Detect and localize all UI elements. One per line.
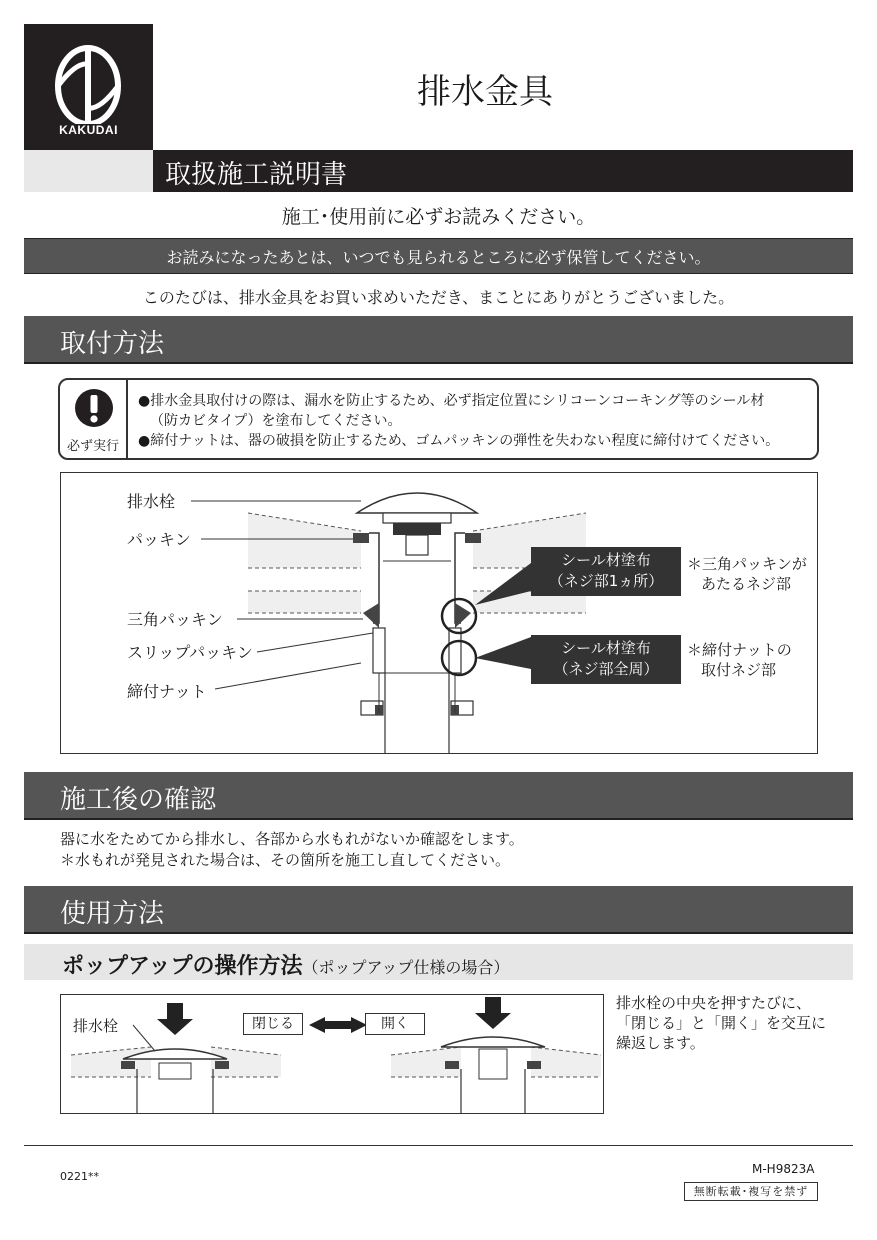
subtitle-text: 取扱施工説明書 bbox=[165, 160, 348, 190]
section-check-title: 施工後の確認 bbox=[60, 785, 217, 815]
caution-line-2: （防カビタイプ）を塗布してください。 bbox=[150, 413, 402, 429]
part-stopper-label: 排水栓 bbox=[127, 492, 176, 511]
subtitle-bar bbox=[153, 150, 853, 192]
popup-stopper-label: 排水栓 bbox=[73, 1017, 119, 1035]
popup-subheading-title: ポップアップの操作方法 bbox=[62, 954, 303, 979]
caution-line-3: ●締付ナットは、器の破損を防止するため、ゴムパッキンの弾性を失わない程度に締付けてください。 bbox=[138, 433, 780, 449]
subtitle-accent bbox=[24, 150, 153, 192]
note-1-line1: ＊三角パッキンが bbox=[687, 555, 807, 573]
seal-callout-2 bbox=[531, 635, 681, 684]
copyright-notice: 無断転載･複写を禁ず bbox=[684, 1182, 818, 1201]
part-triangle-label: 三角パッキン bbox=[127, 610, 223, 629]
seal-callout-2-line1: シール材塗布 bbox=[561, 639, 651, 657]
brand-logo bbox=[24, 24, 153, 150]
check-line-2: ＊水もれが発見された場合は、その箇所を施工し直してください。 bbox=[60, 851, 511, 869]
document-title: 排水金具 bbox=[417, 72, 553, 112]
popup-illustration bbox=[61, 995, 603, 1113]
check-line-1: 器に水をためてから排水し、各部から水もれがないか確認をします。 bbox=[60, 830, 524, 848]
keep-notice-bar bbox=[24, 238, 853, 274]
caution-box bbox=[58, 378, 819, 460]
keep-notice-text: お読みになったあとは、いつでも見られるところに必ず保管してください。 bbox=[166, 248, 711, 267]
part-slip-label: スリップパッキン bbox=[127, 643, 253, 662]
section-check bbox=[24, 772, 853, 820]
section-usage bbox=[24, 886, 853, 934]
footer-code-left: 0221** bbox=[60, 1170, 99, 1183]
read-before-notice: 施工･使用前に必ずお読みください。 bbox=[281, 206, 596, 228]
note-2-line1: ＊締付ナットの bbox=[687, 641, 792, 659]
section-install-title: 取付方法 bbox=[60, 329, 165, 359]
brand-name: KAKUDAI bbox=[59, 123, 118, 137]
footer-code-right: M-H9823A bbox=[752, 1162, 815, 1176]
footer-rule bbox=[24, 1145, 853, 1146]
seal-callout-1-line1: シール材塗布 bbox=[561, 551, 651, 569]
section-usage-title: 使用方法 bbox=[60, 899, 165, 929]
exclamation-icon bbox=[74, 386, 114, 432]
kakudai-logo-icon bbox=[24, 24, 153, 124]
close-state-label: 閉じる bbox=[243, 1013, 303, 1035]
thanks-text: このたびは、排水金具をお買い求めいただき、まことにありがとうございました。 bbox=[142, 288, 735, 307]
part-nut-label: 締付ナット bbox=[127, 682, 207, 701]
usage-desc-line1: 排水栓の中央を押すたびに、 bbox=[616, 994, 812, 1012]
popup-subheading-note: （ポップアップ仕様の場合） bbox=[302, 958, 510, 977]
popup-subheading bbox=[62, 949, 509, 980]
popup-subheading-bar bbox=[24, 944, 853, 980]
seal-callout-1-line2: （ネジ部1ヵ所） bbox=[548, 572, 664, 590]
install-diagram bbox=[60, 472, 818, 754]
usage-desc-line2: 「閉じる」と「開く」を交互に bbox=[616, 1014, 827, 1032]
popup-diagram bbox=[60, 994, 604, 1114]
note-1-line2: あたるネジ部 bbox=[701, 575, 792, 593]
caution-label: 必ず実行 bbox=[66, 439, 119, 454]
open-state-label: 開く bbox=[365, 1013, 425, 1035]
seal-callout-2-line2: （ネジ部全周） bbox=[553, 660, 659, 678]
part-packing-label: パッキン bbox=[127, 530, 191, 549]
caution-divider bbox=[126, 380, 128, 458]
section-install bbox=[24, 316, 853, 364]
seal-callout-1 bbox=[531, 547, 681, 596]
usage-desc-line3: 繰返します。 bbox=[616, 1034, 705, 1052]
caution-line-1: ●排水金具取付けの際は、漏水を防止するため、必ず指定位置にシリコーンコーキング等のシール材 bbox=[138, 393, 765, 409]
note-2-line2: 取付ネジ部 bbox=[701, 661, 777, 679]
